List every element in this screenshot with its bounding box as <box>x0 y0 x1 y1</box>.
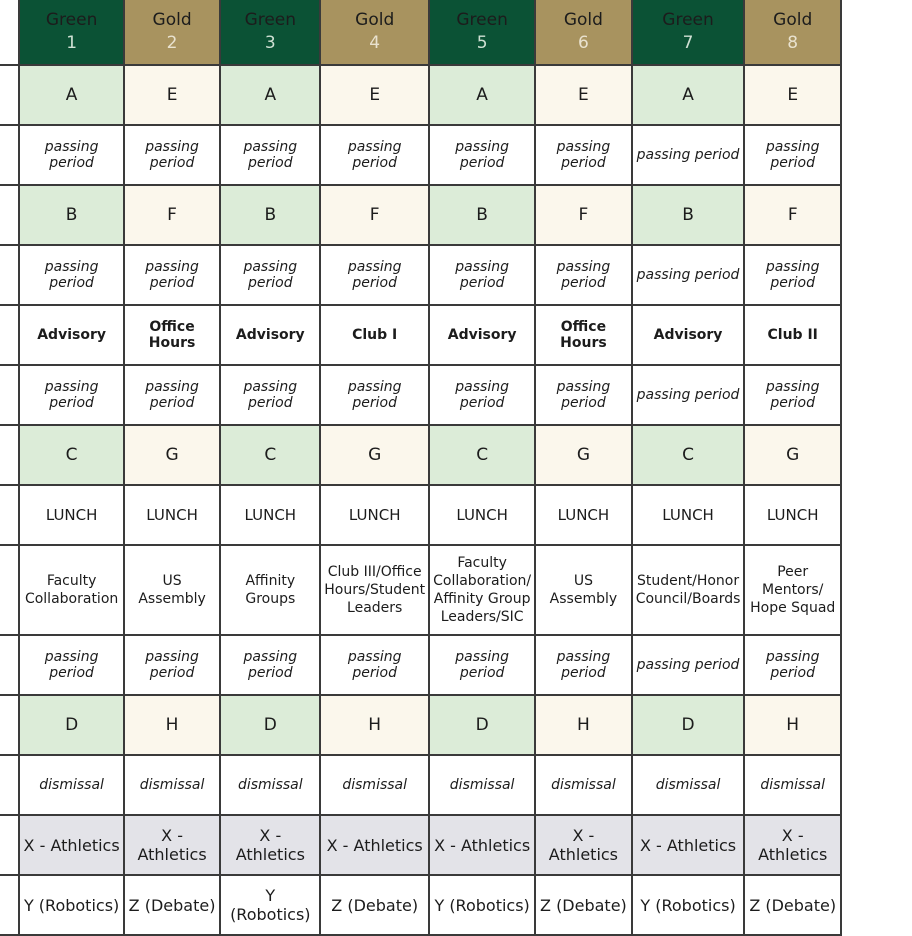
block-cell: E <box>744 65 841 125</box>
schedule-row <box>0 65 841 125</box>
activity-cell: Advisory <box>632 305 745 365</box>
day-header-label: Green <box>45 10 98 31</box>
passing-period-cell: passing period <box>429 245 535 305</box>
time-cell <box>0 425 19 485</box>
lunch-cell: LUNCH <box>19 485 123 545</box>
lunch-cell: LUNCH <box>124 485 221 545</box>
day-header-number: 6 <box>578 33 589 53</box>
activity-cell: Advisory <box>429 305 535 365</box>
passing-period-cell: passing period <box>220 365 320 425</box>
activity-cell: Club III/Office Hours/Student Leaders <box>320 545 429 635</box>
day-header-label: Green <box>244 10 297 31</box>
time-cell <box>0 365 19 425</box>
passing-period-cell: passing period <box>220 635 320 695</box>
passing-period-cell: passing period <box>744 245 841 305</box>
passing-period-cell: passing period <box>320 125 429 185</box>
time-cell <box>0 485 19 545</box>
day-header <box>744 0 841 65</box>
passing-period-cell: passing period <box>19 365 123 425</box>
block-cell: D <box>429 695 535 755</box>
block-cell: E <box>535 65 632 125</box>
day-header-label: Green <box>662 10 714 31</box>
time-cell <box>0 245 19 305</box>
schedule-row <box>0 815 841 875</box>
schedule-row <box>0 305 841 365</box>
block-cell: B <box>632 185 745 245</box>
passing-period-cell: passing period <box>429 635 535 695</box>
block-cell: F <box>320 185 429 245</box>
activity-cell: Faculty Collaboration <box>19 545 123 635</box>
block-cell: B <box>429 185 535 245</box>
day-header <box>320 0 429 65</box>
block-cell: A <box>429 65 535 125</box>
day-header-label: Gold <box>355 10 395 31</box>
club-cell: Y (Robotics) <box>632 875 745 935</box>
day-header <box>124 0 221 65</box>
day-header-number: 5 <box>476 33 488 53</box>
day-header-number: 4 <box>369 33 381 53</box>
passing-period-cell: passing period <box>19 245 123 305</box>
day-header <box>535 0 632 65</box>
block-cell: D <box>220 695 320 755</box>
schedule-row <box>0 365 841 425</box>
block-cell: C <box>19 425 123 485</box>
activity-cell: Club II <box>744 305 841 365</box>
schedule-row <box>0 695 841 755</box>
activity-cell: Peer Mentors/ Hope Squad <box>744 545 841 635</box>
dismissal-cell: dismissal <box>124 755 221 815</box>
athletics-cell: X - Athletics <box>429 815 535 875</box>
athletics-cell: X - Athletics <box>320 815 429 875</box>
passing-period-cell: passing period <box>429 365 535 425</box>
passing-period-cell: passing period <box>19 125 123 185</box>
block-cell: A <box>19 65 123 125</box>
activity-cell: US Assembly <box>124 545 221 635</box>
passing-period-cell: passing period <box>124 125 221 185</box>
schedule-row <box>0 755 841 815</box>
lunch-cell: LUNCH <box>535 485 632 545</box>
block-cell: H <box>320 695 429 755</box>
passing-period-cell: passing period <box>320 635 429 695</box>
dismissal-cell: dismissal <box>320 755 429 815</box>
passing-period-cell: passing period <box>632 125 745 185</box>
block-cell: E <box>320 65 429 125</box>
passing-period-cell: passing period <box>124 365 221 425</box>
block-cell: G <box>744 425 841 485</box>
activity-cell: Office Hours <box>124 305 221 365</box>
time-cell <box>0 695 19 755</box>
dismissal-cell: dismissal <box>220 755 320 815</box>
club-cell: Z (Debate) <box>744 875 841 935</box>
activity-cell: Advisory <box>19 305 123 365</box>
day-header-number: 7 <box>682 33 694 53</box>
schedule-row <box>0 125 841 185</box>
passing-period-cell: passing period <box>429 125 535 185</box>
schedule-row <box>0 245 841 305</box>
block-cell: G <box>535 425 632 485</box>
passing-period-cell: passing period <box>744 635 841 695</box>
activity-cell: Club I <box>320 305 429 365</box>
block-cell: F <box>744 185 841 245</box>
day-header-number: 3 <box>264 33 276 53</box>
day-header <box>19 0 123 65</box>
block-cell: D <box>632 695 745 755</box>
block-cell: C <box>220 425 320 485</box>
club-cell: Z (Debate) <box>320 875 429 935</box>
athletics-cell: X - Athletics <box>632 815 745 875</box>
block-cell: B <box>220 185 320 245</box>
club-cell: Y (Robotics) <box>220 875 320 935</box>
passing-period-cell: passing period <box>220 245 320 305</box>
block-cell: C <box>429 425 535 485</box>
block-cell: H <box>535 695 632 755</box>
block-cell: A <box>220 65 320 125</box>
lunch-cell: LUNCH <box>320 485 429 545</box>
passing-period-cell: passing period <box>632 635 745 695</box>
passing-period-cell: passing period <box>744 365 841 425</box>
schedule-row <box>0 545 841 635</box>
time-cell <box>0 65 19 125</box>
time-cell <box>0 755 19 815</box>
header-row <box>0 0 841 65</box>
time-cell <box>0 185 19 245</box>
passing-period-cell: passing period <box>124 245 221 305</box>
schedule-row <box>0 425 841 485</box>
athletics-cell: X - Athletics <box>744 815 841 875</box>
athletics-cell: X - Athletics <box>535 815 632 875</box>
block-cell: G <box>124 425 221 485</box>
day-header <box>632 0 745 65</box>
dismissal-cell: dismissal <box>632 755 745 815</box>
day-header-label: Gold <box>563 10 603 31</box>
day-header-number: 1 <box>66 33 78 53</box>
passing-period-cell: passing period <box>535 635 632 695</box>
day-header <box>220 0 320 65</box>
lunch-cell: LUNCH <box>429 485 535 545</box>
passing-period-cell: passing period <box>535 245 632 305</box>
club-cell: Z (Debate) <box>535 875 632 935</box>
activity-cell: Office Hours <box>535 305 632 365</box>
passing-period-cell: passing period <box>744 125 841 185</box>
activity-cell: Advisory <box>220 305 320 365</box>
passing-period-cell: passing period <box>632 245 745 305</box>
block-cell: E <box>124 65 221 125</box>
day-header-number: 2 <box>166 33 178 53</box>
block-cell: B <box>19 185 123 245</box>
passing-period-cell: passing period <box>320 365 429 425</box>
dismissal-cell: dismissal <box>429 755 535 815</box>
block-cell: F <box>535 185 632 245</box>
athletics-cell: X - Athletics <box>19 815 123 875</box>
time-cell <box>0 545 19 635</box>
activity-cell: Affinity Groups <box>220 545 320 635</box>
dismissal-cell: dismissal <box>535 755 632 815</box>
schedule-row <box>0 485 841 545</box>
block-cell: H <box>744 695 841 755</box>
block-cell: C <box>632 425 745 485</box>
club-cell: Y (Robotics) <box>429 875 535 935</box>
activity-cell: Faculty Collaboration/ Affinity Group Leaders/SIC <box>429 545 535 635</box>
club-cell: Z (Debate) <box>124 875 221 935</box>
block-cell: H <box>124 695 221 755</box>
time-cell <box>0 305 19 365</box>
day-header-label: Gold <box>773 10 813 31</box>
athletics-cell: X - Athletics <box>220 815 320 875</box>
schedule-row <box>0 635 841 695</box>
time-cell <box>0 875 19 935</box>
time-cell <box>0 635 19 695</box>
dismissal-cell: dismissal <box>19 755 123 815</box>
block-cell: F <box>124 185 221 245</box>
day-header <box>429 0 535 65</box>
passing-period-cell: passing period <box>320 245 429 305</box>
passing-period-cell: passing period <box>220 125 320 185</box>
activity-cell: Student/Honor Council/Boards <box>632 545 745 635</box>
block-cell: G <box>320 425 429 485</box>
corner-cell <box>0 0 19 65</box>
passing-period-cell: passing period <box>632 365 745 425</box>
time-cell <box>0 125 19 185</box>
passing-period-cell: passing period <box>535 365 632 425</box>
day-header-label: Gold <box>152 10 192 31</box>
lunch-cell: LUNCH <box>632 485 745 545</box>
time-cell <box>0 815 19 875</box>
activity-cell: US Assembly <box>535 545 632 635</box>
dismissal-cell: dismissal <box>744 755 841 815</box>
athletics-cell: X - Athletics <box>124 815 221 875</box>
lunch-cell: LUNCH <box>744 485 841 545</box>
passing-period-cell: passing period <box>535 125 632 185</box>
passing-period-cell: passing period <box>19 635 123 695</box>
block-cell: D <box>19 695 123 755</box>
day-header-label: Green <box>456 10 508 31</box>
schedule-row <box>0 185 841 245</box>
block-cell: A <box>632 65 745 125</box>
passing-period-cell: passing period <box>124 635 221 695</box>
lunch-cell: LUNCH <box>220 485 320 545</box>
club-cell: Y (Robotics) <box>19 875 123 935</box>
schedule-row <box>0 875 841 935</box>
day-header-number: 8 <box>787 33 799 53</box>
